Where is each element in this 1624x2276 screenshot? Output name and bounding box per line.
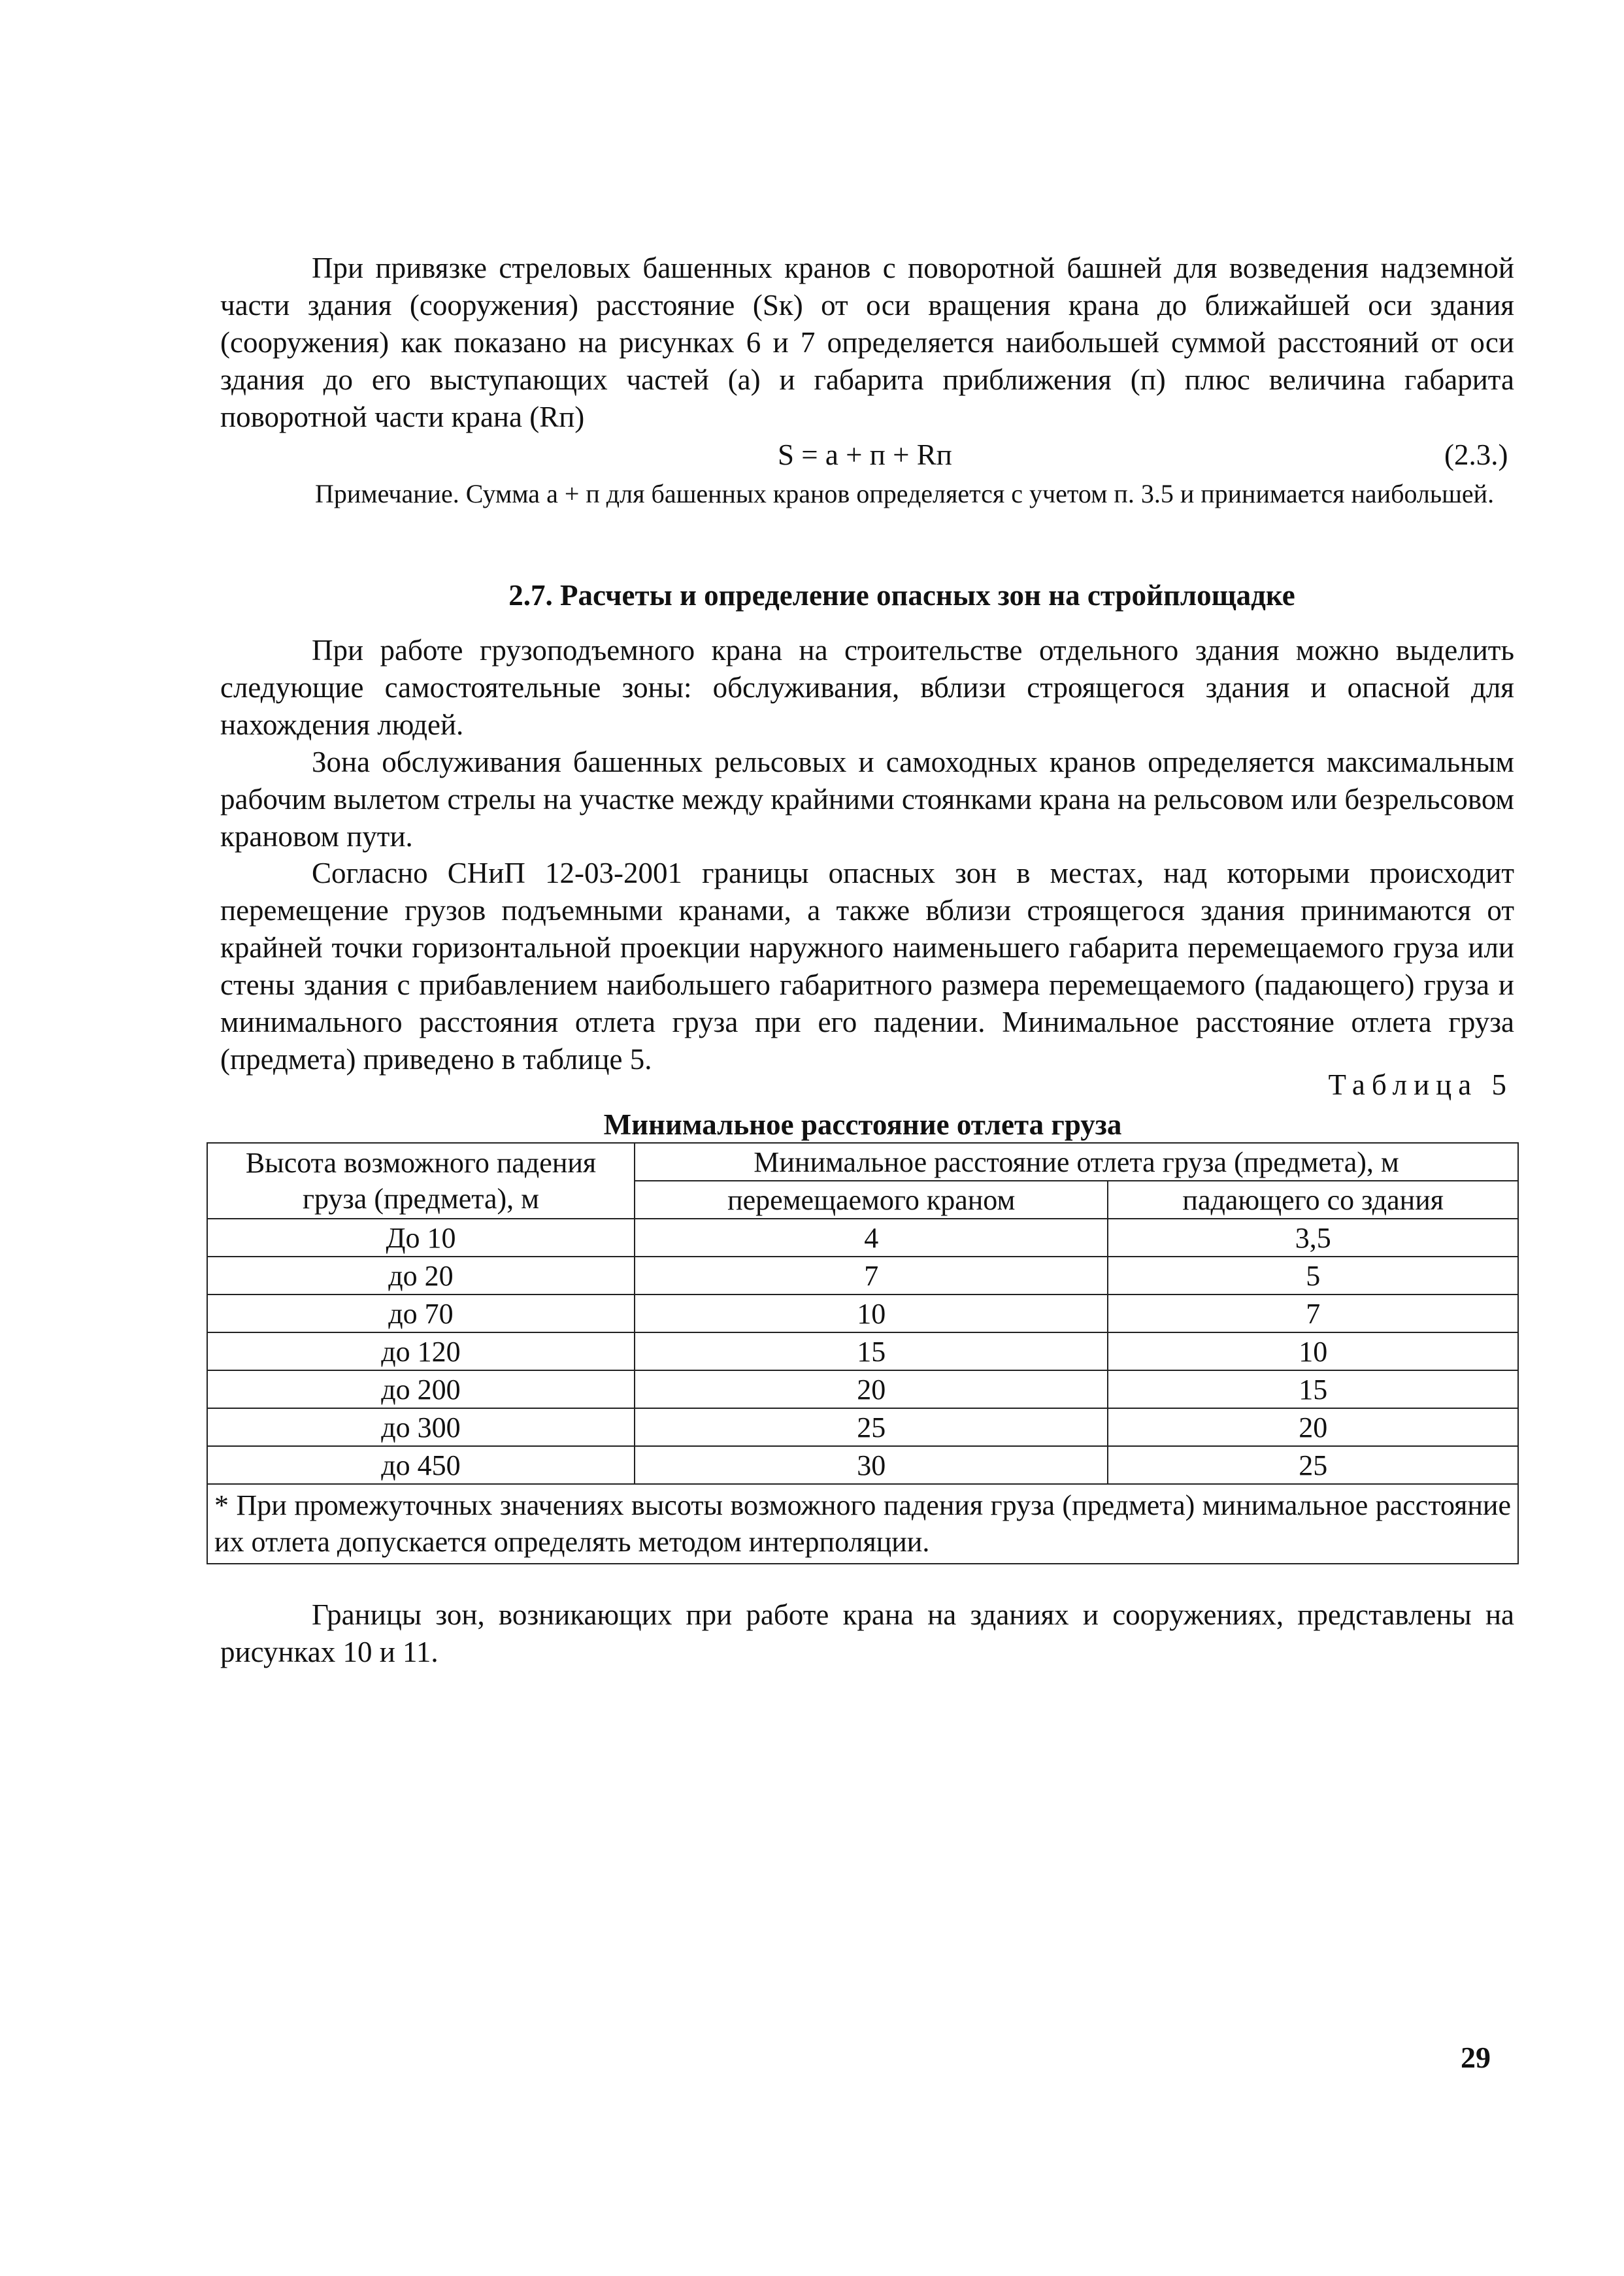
table-row	[207, 1219, 1518, 1257]
table-row	[207, 1446, 1518, 1484]
section-heading: 2.7. Расчеты и определение опасных зон на стройплощадке	[508, 579, 1295, 612]
cell-falling: 7	[1108, 1295, 1518, 1332]
cell-falling: 5	[1108, 1257, 1518, 1295]
table-title: Минимальное расстояние отлета груза	[603, 1108, 1122, 1141]
subheader-moved: перемещаемого краном	[635, 1181, 1108, 1219]
cell-height: до 70	[207, 1295, 635, 1332]
table-footnote: * При промежуточных значениях высоты возможного падения груза (предмета) минимальное расстояние их отлета допускается определять методом интерполяции.	[207, 1484, 1518, 1564]
cell-height: до 120	[207, 1332, 635, 1370]
page-number: 29	[1461, 2041, 1491, 2074]
cell-moved: 10	[635, 1295, 1108, 1332]
distance-table	[207, 1142, 1519, 1564]
cell-moved: 15	[635, 1332, 1108, 1370]
table-row	[207, 1408, 1518, 1446]
table-footnote-row	[207, 1484, 1518, 1564]
cell-height: до 200	[207, 1370, 635, 1408]
table-row	[207, 1257, 1518, 1295]
paragraph-snip: Согласно СНиП 12-03-2001 границы опасных зон в местах, над которыми происходит перемещение грузов подъемными кранами, а также вблизи строящегося здания принимаются от крайней точки горизонтальной проекции наружного наименьшего габарита перемещаемого груза или стены здания с прибавлением наибольшего габаритного размера перемещаемого (падающего) груза и минимального расстояния отлета груза при его падении. Минимальное расстояние отлета груза (предмета) приведено в таблице 5.	[220, 857, 1514, 1076]
formula: S = а + п + Rп	[778, 438, 952, 471]
cell-falling: 10	[1108, 1332, 1518, 1370]
paragraph-service-zone: Зона обслуживания башенных рельсовых и самоходных кранов определяется максимальным рабочим вылетом стрелы на участке между крайними стоянками крана на рельсовом или безрельсовом крановом пути.	[220, 746, 1514, 853]
paragraph-figures: Границы зон, возникающих при работе крана на зданиях и сооружениях, представлены на рисунках 10 и 11.	[220, 1598, 1514, 1668]
subheader-falling: падающего со здания	[1108, 1181, 1518, 1219]
cell-falling: 15	[1108, 1370, 1518, 1408]
note: Примечание. Сумма а + п для башенных кранов определяется с учетом п. 3.5 и принимается наибольшей.	[315, 479, 1495, 508]
header-height: Высота возможного падения груза (предмета), м	[207, 1143, 635, 1219]
cell-height: до 450	[207, 1446, 635, 1484]
cell-height: до 300	[207, 1408, 635, 1446]
cell-falling: 20	[1108, 1408, 1518, 1446]
cell-moved: 20	[635, 1370, 1108, 1408]
table-row	[207, 1295, 1518, 1332]
cell-moved: 25	[635, 1408, 1108, 1446]
cell-moved: 30	[635, 1446, 1108, 1484]
header-min-distance: Минимальное расстояние отлета груза (предмета), м	[635, 1143, 1518, 1181]
table-header-row	[207, 1143, 1518, 1181]
table-caption: Таблица 5	[1328, 1068, 1513, 1101]
paragraph-zones: При работе грузоподъемного крана на строительстве отдельного здания можно выделить следующие самостоятельные зоны: обслуживания, вблизи строящегося здания и опасной для нахождения людей.	[220, 634, 1514, 741]
cell-falling: 25	[1108, 1446, 1518, 1484]
cell-falling: 3,5	[1108, 1219, 1518, 1257]
cell-moved: 4	[635, 1219, 1108, 1257]
formula-number: (2.3.)	[1444, 438, 1508, 471]
cell-height: До 10	[207, 1219, 635, 1257]
paragraph-crane-binding: При привязке стреловых башенных кранов с поворотной башней для возведения надземной части здания (сооружения) расстояние (Sк) от оси вращения крана до ближайшей оси здания (сооружения) как показано на рисунках 6 и 7 определяется наибольшей суммой расстояний от оси здания до его выступающих частей (а) и габарита приближения (п) плюс величина габарита поворотной части крана (Rп)	[220, 252, 1514, 433]
cell-height: до 20	[207, 1257, 635, 1295]
table-row	[207, 1370, 1518, 1408]
table-row	[207, 1332, 1518, 1370]
cell-moved: 7	[635, 1257, 1108, 1295]
